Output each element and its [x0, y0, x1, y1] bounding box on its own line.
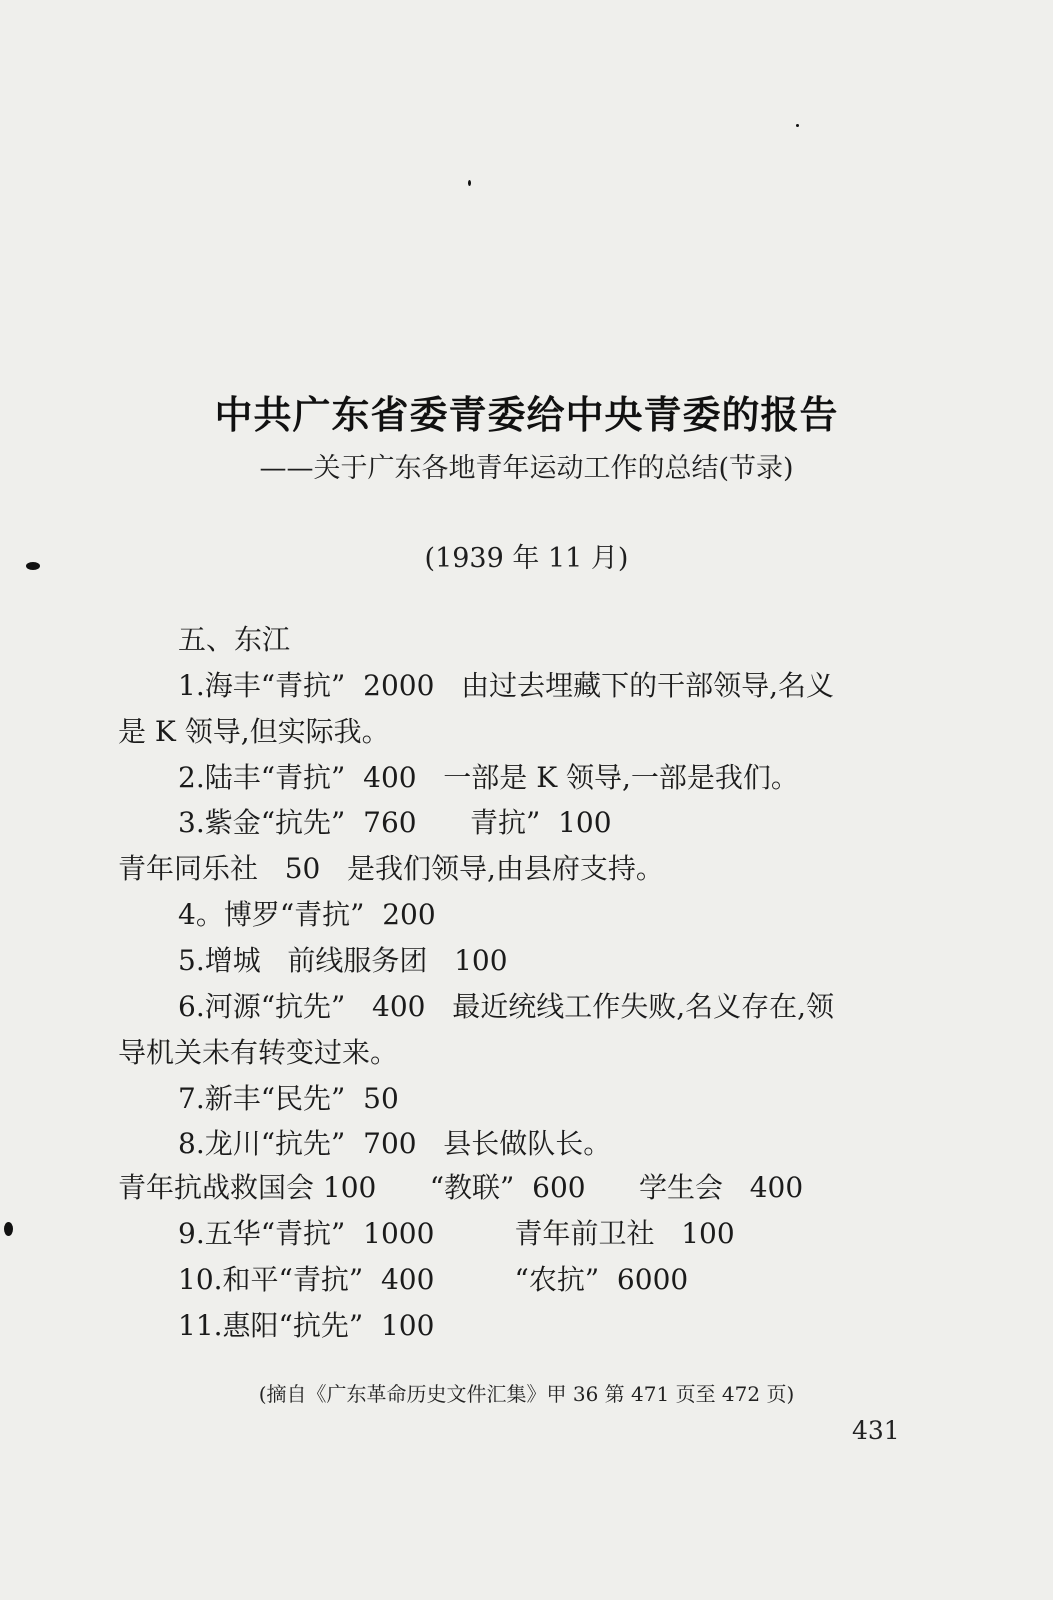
body-line: 6.河源“抗先” 400 最近统线工作失败,名义存在,领 [178, 990, 834, 1023]
body-line: 7.新丰“民先” 50 [178, 1082, 399, 1115]
body-line: 青年抗战救国会 100 “教联” 600 学生会 400 [118, 1171, 804, 1204]
body-line: 3.紫金“抗先” 760 青抗” 100 [178, 806, 612, 839]
document-title: 中共广东省委青委给中央青委的报告 [214, 393, 839, 437]
document-date: (1939 年 11 月) [424, 543, 629, 574]
scan-speck [26, 562, 40, 570]
body-line: 2.陆丰“青抗” 400 一部是 K 领导,一部是我们。 [178, 761, 799, 794]
body-line: 11.惠阳“抗先” 100 [178, 1309, 435, 1342]
scan-speck [468, 180, 471, 186]
section-heading: 五、东江 [178, 623, 291, 656]
body-line: 9.五华“青抗” 1000 青年前卫社 100 [178, 1217, 735, 1250]
body-line: 8.龙川“抗先” 700 县长做队长。 [178, 1127, 612, 1160]
body-line: 导机关未有转变过来。 [118, 1036, 399, 1069]
source-footnote: (摘自《广东革命历史文件汇集》甲 36 第 471 页至 472 页) [258, 1382, 795, 1406]
body-line: 10.和平“青抗” 400 “农抗” 6000 [178, 1263, 689, 1296]
body-line: 4。博罗“青抗” 200 [178, 898, 436, 931]
page-number: 431 [852, 1416, 900, 1445]
document-subtitle: ——关于广东各地青年运动工作的总结(节录) [259, 453, 794, 484]
body-line: 青年同乐社 50 是我们领导,由县府支持。 [118, 852, 664, 885]
body-line: 5.增城 前线服务团 100 [178, 944, 508, 977]
body-line: 1.海丰“青抗” 2000 由过去埋藏下的干部领导,名义 [178, 669, 835, 702]
body-line: 是 K 领导,但实际我。 [118, 715, 390, 748]
scan-speck [4, 1222, 13, 1236]
scan-speck [796, 124, 799, 127]
